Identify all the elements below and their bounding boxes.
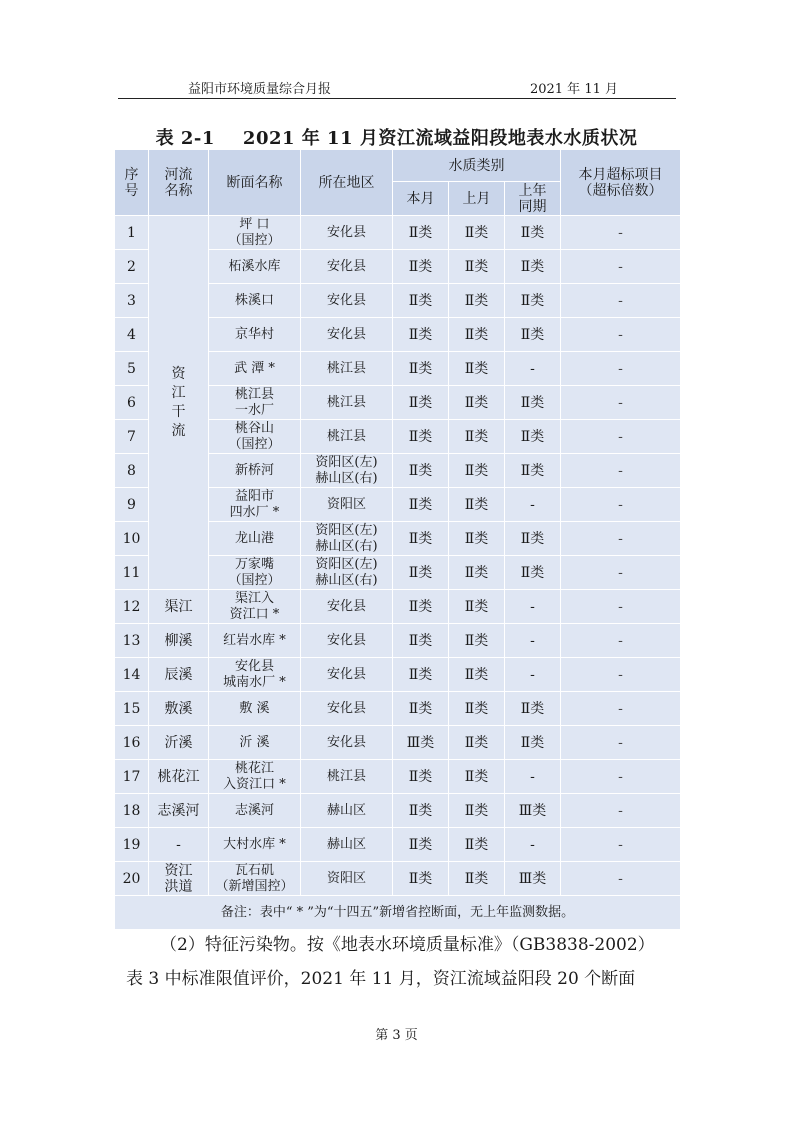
cell-area: 赫山区: [301, 828, 393, 862]
cell-last-month: Ⅱ类: [449, 284, 505, 318]
cell-last-month: Ⅱ类: [449, 454, 505, 488]
cell-river: 柳溪: [149, 624, 209, 658]
table-row: [115, 828, 681, 862]
cell-exceed: -: [561, 726, 681, 760]
cell-river: 辰溪: [149, 658, 209, 692]
header-quality: 水质类别: [393, 150, 561, 182]
cell-section: 益阳市 四水厂 *: [209, 488, 301, 522]
cell-section: 志溪河: [209, 794, 301, 828]
table-number: 表 2-1: [155, 128, 215, 149]
cell-seq: 16: [115, 726, 149, 760]
cell-seq: 17: [115, 760, 149, 794]
table-row: [115, 658, 681, 692]
cell-last-month: Ⅱ类: [449, 794, 505, 828]
cell-exceed: -: [561, 216, 681, 250]
header-area: 所在地区: [301, 150, 393, 216]
cell-section: 渠江入 资江口 *: [209, 590, 301, 624]
cell-last-month: Ⅱ类: [449, 760, 505, 794]
cell-current: Ⅱ类: [393, 250, 449, 284]
table-note: 备注：表中“ * ”为“十四五”新增省控断面，无上年监测数据。: [115, 896, 681, 930]
cell-exceed: -: [561, 352, 681, 386]
cell-section: 坪 口 （国控）: [209, 216, 301, 250]
cell-seq: 5: [115, 352, 149, 386]
cell-current: Ⅱ类: [393, 862, 449, 896]
cell-exceed: -: [561, 522, 681, 556]
cell-area: 安化县: [301, 318, 393, 352]
cell-current: Ⅱ类: [393, 386, 449, 420]
header-last-year: 上年 同期: [505, 182, 561, 216]
cell-exceed: -: [561, 828, 681, 862]
cell-current: Ⅱ类: [393, 828, 449, 862]
cell-last-year: Ⅱ类: [505, 284, 561, 318]
cell-area: 桃江县: [301, 386, 393, 420]
cell-last-month: Ⅱ类: [449, 522, 505, 556]
cell-exceed: -: [561, 454, 681, 488]
cell-exceed: -: [561, 556, 681, 590]
cell-exceed: -: [561, 284, 681, 318]
cell-area: 安化县: [301, 284, 393, 318]
cell-current: Ⅱ类: [393, 658, 449, 692]
cell-area: 安化县: [301, 726, 393, 760]
cell-area: 桃江县: [301, 352, 393, 386]
cell-last-year: -: [505, 760, 561, 794]
cell-section: 新桥河: [209, 454, 301, 488]
cell-exceed: -: [561, 624, 681, 658]
table-row: [115, 692, 681, 726]
cell-area: 资阳区(左) 赫山区(右): [301, 522, 393, 556]
cell-area: 资阳区(左) 赫山区(右): [301, 556, 393, 590]
note-row: [115, 896, 681, 930]
cell-seq: 7: [115, 420, 149, 454]
cell-river: 志溪河: [149, 794, 209, 828]
page-number: 第 3 页: [375, 1028, 418, 1043]
cell-section: 桃江县 一水厂: [209, 386, 301, 420]
cell-last-year: -: [505, 352, 561, 386]
cell-section: 桃花江 入资江口 *: [209, 760, 301, 794]
cell-current: Ⅱ类: [393, 624, 449, 658]
cell-seq: 2: [115, 250, 149, 284]
cell-exceed: -: [561, 420, 681, 454]
table-row: [115, 794, 681, 828]
cell-last-month: Ⅱ类: [449, 692, 505, 726]
table-title-text: 2021 年 11 月资江流域益阳段地表水水质状况: [242, 128, 638, 149]
header-last-month: 上月: [449, 182, 505, 216]
cell-seq: 11: [115, 556, 149, 590]
cell-last-year: -: [505, 658, 561, 692]
report-name: 益阳市环境质量综合月报: [188, 82, 332, 97]
cell-current: Ⅱ类: [393, 692, 449, 726]
cell-seq: 19: [115, 828, 149, 862]
cell-current: Ⅱ类: [393, 794, 449, 828]
cell-last-month: Ⅱ类: [449, 386, 505, 420]
header-section: 断面名称: [209, 150, 301, 216]
cell-last-month: Ⅱ类: [449, 216, 505, 250]
cell-section: 沂 溪: [209, 726, 301, 760]
cell-current: Ⅱ类: [393, 420, 449, 454]
cell-last-year: Ⅱ类: [505, 454, 561, 488]
cell-seq: 18: [115, 794, 149, 828]
cell-seq: 4: [115, 318, 149, 352]
cell-last-month: Ⅱ类: [449, 488, 505, 522]
cell-current: Ⅱ类: [393, 284, 449, 318]
cell-seq: 20: [115, 862, 149, 896]
cell-last-month: Ⅱ类: [449, 318, 505, 352]
cell-section: 柘溪水库: [209, 250, 301, 284]
cell-exceed: -: [561, 590, 681, 624]
table-title: [0, 124, 793, 150]
cell-last-year: -: [505, 590, 561, 624]
cell-last-year: -: [505, 828, 561, 862]
table-row: [115, 590, 681, 624]
table-row: [115, 862, 681, 896]
cell-last-month: Ⅱ类: [449, 352, 505, 386]
cell-river: -: [149, 828, 209, 862]
cell-current: Ⅱ类: [393, 488, 449, 522]
cell-section: 万家嘴 （国控）: [209, 556, 301, 590]
cell-last-month: Ⅱ类: [449, 420, 505, 454]
page-header: [118, 76, 676, 99]
cell-current: Ⅱ类: [393, 590, 449, 624]
cell-area: 安化县: [301, 658, 393, 692]
cell-exceed: -: [561, 318, 681, 352]
body-paragraph: （2）特征污染物。按《地表水环境质量标准》（GB3838-2002）: [160, 935, 655, 955]
table-row: [115, 216, 681, 250]
cell-exceed: -: [561, 794, 681, 828]
cell-current: Ⅱ类: [393, 556, 449, 590]
cell-exceed: -: [561, 386, 681, 420]
cell-river: 沂溪: [149, 726, 209, 760]
cell-section: 敷 溪: [209, 692, 301, 726]
cell-seq: 3: [115, 284, 149, 318]
cell-last-year: -: [505, 488, 561, 522]
cell-section: 大村水库 *: [209, 828, 301, 862]
cell-seq: 14: [115, 658, 149, 692]
cell-section: 红岩水库 *: [209, 624, 301, 658]
cell-last-year: Ⅱ类: [505, 726, 561, 760]
table-row: [115, 760, 681, 794]
cell-seq: 12: [115, 590, 149, 624]
cell-last-month: Ⅱ类: [449, 828, 505, 862]
cell-seq: 8: [115, 454, 149, 488]
cell-last-year: Ⅱ类: [505, 216, 561, 250]
cell-last-year: Ⅲ类: [505, 862, 561, 896]
cell-current: Ⅱ类: [393, 522, 449, 556]
header-current-month: 本月: [393, 182, 449, 216]
cell-last-month: Ⅱ类: [449, 556, 505, 590]
cell-section: 桃谷山 （国控）: [209, 420, 301, 454]
cell-last-year: Ⅱ类: [505, 250, 561, 284]
cell-exceed: -: [561, 862, 681, 896]
table-row: [115, 726, 681, 760]
cell-last-year: Ⅱ类: [505, 522, 561, 556]
cell-last-year: Ⅱ类: [505, 386, 561, 420]
cell-seq: 9: [115, 488, 149, 522]
cell-section: 安化县 城南水厂 *: [209, 658, 301, 692]
cell-last-year: Ⅲ类: [505, 794, 561, 828]
cell-area: 桃江县: [301, 760, 393, 794]
cell-current: Ⅱ类: [393, 352, 449, 386]
cell-current: Ⅱ类: [393, 454, 449, 488]
cell-section: 京华村: [209, 318, 301, 352]
table-row: [115, 624, 681, 658]
cell-exceed: -: [561, 692, 681, 726]
cell-last-year: Ⅱ类: [505, 692, 561, 726]
report-date: 2021 年 11 月: [529, 82, 618, 97]
cell-seq: 15: [115, 692, 149, 726]
header-river: 河流 名称: [149, 150, 209, 216]
cell-current: Ⅱ类: [393, 760, 449, 794]
cell-last-month: Ⅱ类: [449, 624, 505, 658]
cell-last-year: Ⅱ类: [505, 556, 561, 590]
cell-section: 龙山港: [209, 522, 301, 556]
cell-area: 桃江县: [301, 420, 393, 454]
cell-exceed: -: [561, 658, 681, 692]
cell-river: 资江 洪道: [149, 862, 209, 896]
cell-current: Ⅲ类: [393, 726, 449, 760]
cell-river: 渠江: [149, 590, 209, 624]
cell-last-year: Ⅱ类: [505, 420, 561, 454]
cell-current: Ⅱ类: [393, 216, 449, 250]
cell-area: 安化县: [301, 624, 393, 658]
cell-last-month: Ⅱ类: [449, 250, 505, 284]
cell-last-month: Ⅱ类: [449, 726, 505, 760]
cell-area: 安化县: [301, 250, 393, 284]
river-group-label: 资江干流: [171, 365, 186, 439]
header-exceed: 本月超标项目 （超标倍数）: [561, 150, 681, 216]
cell-section: 武 潭 *: [209, 352, 301, 386]
table-body: [115, 216, 681, 930]
cell-last-year: -: [505, 624, 561, 658]
cell-seq: 6: [115, 386, 149, 420]
cell-area: 赫山区: [301, 794, 393, 828]
cell-seq: 13: [115, 624, 149, 658]
cell-seq: 1: [115, 216, 149, 250]
cell-area: 安化县: [301, 590, 393, 624]
cell-river: 敷溪: [149, 692, 209, 726]
cell-exceed: -: [561, 760, 681, 794]
water-quality-table: [114, 149, 681, 930]
header-seq: 序 号: [115, 150, 149, 216]
cell-last-month: Ⅱ类: [449, 590, 505, 624]
cell-exceed: -: [561, 488, 681, 522]
cell-section: 株溪口: [209, 284, 301, 318]
cell-river: 桃花江: [149, 760, 209, 794]
cell-last-month: Ⅱ类: [449, 658, 505, 692]
cell-area: 资阳区(左) 赫山区(右): [301, 454, 393, 488]
body-paragraph-line2: 表 3 中标准限值评价，2021 年 11 月，资江流域益阳段 20 个断面: [126, 969, 636, 989]
cell-area: 资阳区: [301, 862, 393, 896]
cell-seq: 10: [115, 522, 149, 556]
cell-river-group: [149, 216, 209, 590]
cell-section: 瓦石矶 （新增国控）: [209, 862, 301, 896]
cell-exceed: -: [561, 250, 681, 284]
cell-area: 安化县: [301, 216, 393, 250]
cell-area: 资阳区: [301, 488, 393, 522]
cell-last-month: Ⅱ类: [449, 862, 505, 896]
cell-current: Ⅱ类: [393, 318, 449, 352]
cell-last-year: Ⅱ类: [505, 318, 561, 352]
cell-area: 安化县: [301, 692, 393, 726]
